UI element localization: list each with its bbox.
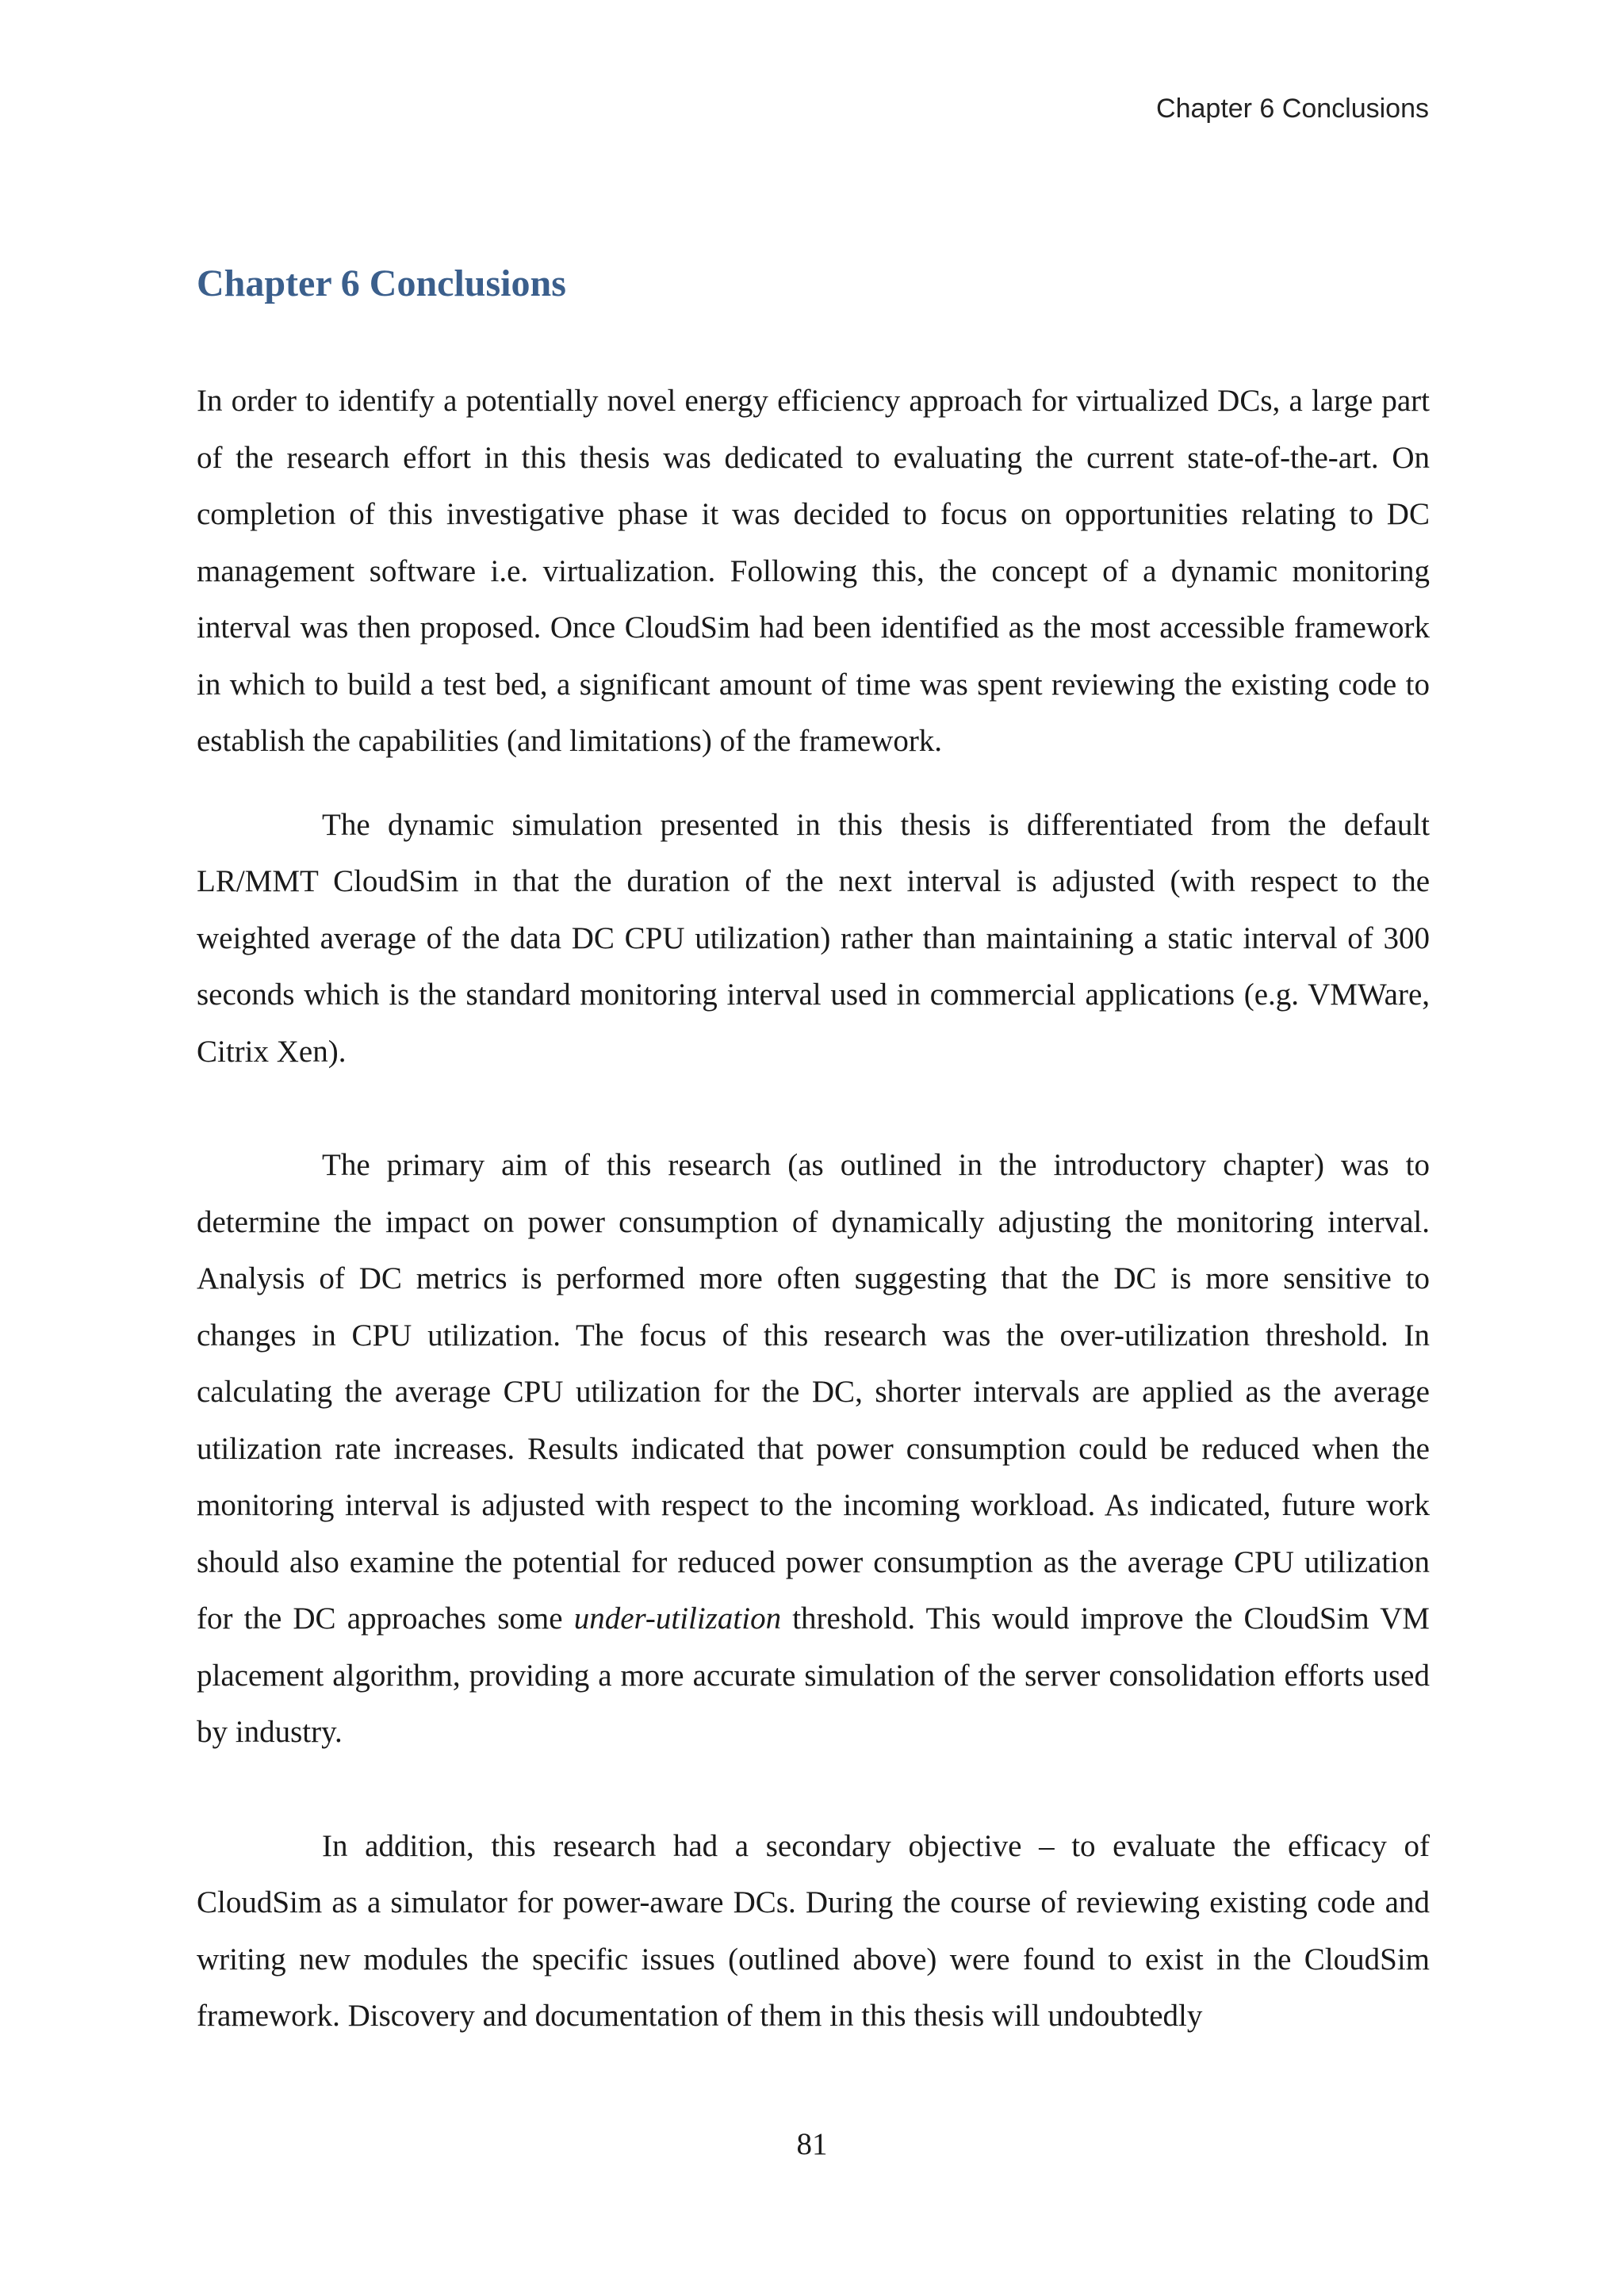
paragraph-introduction: In order to identify a potentially novel energy efficiency approach for virtualized DCs, a large part of the research effort in this thesis was dedicated to evaluating the current state-of-the-art. On completion of this investigative phase it was decided to focus on opportunities relating to DC management software i.e. virtualization. Following this, the concept of a dynamic monitoring interval was then proposed. Once CloudSim had been identified as the most accessible framework in which to build a test bed, a significant amount of time was spent reviewing the existing code to establish the capabilities (and limitations) of the framework.	[197, 384, 1430, 758]
italic-term: under-utilization	[573, 1601, 782, 1636]
body-text	[197, 373, 1430, 2045]
paragraph-primary-aim-text: The primary aim of this research (as outlined in the introductory chapter) was to determine the impact on power consumption of dynamically adjusting the monitoring interval. Analysis of DC metrics is performed more often suggesting that the DC is more sensitive to changes in CPU utilization. The focus of this research was the over-utilization threshold. In calculating the average CPU utilization for the DC, shorter intervals are applied as the average utilization rate increases. Results indicated that power consumption could be reduced when the monitoring interval is adjusted with respect to the incoming workload. As indicated, future work should also examine the potential for reduced power consumption as the average CPU utilization for the DC approaches some	[197, 1148, 1430, 1636]
paragraph-secondary-objective: In addition, this research had a secondary objective – to evaluate the efficacy of CloudSim as a simulator for power-aware DCs. During the course of reviewing existing code and writing new modules the specific issues (outlined above) were found to exist in the CloudSim framework. Discovery and documentation of them in this thesis will undoubtedly	[197, 1828, 1430, 2033]
page-number: 81	[796, 2127, 828, 2161]
running-header: Chapter 6 Conclusions	[1156, 94, 1429, 124]
paragraph-primary-aim-text-end: threshold. This would improve the CloudSim VM placement algorithm, providing a more accurate simulation of the server consolidation efforts used by industry.	[197, 1601, 1430, 1749]
paragraph-primary-aim	[197, 1137, 1430, 1761]
chapter-title: Chapter 6 Conclusions	[197, 262, 566, 304]
paragraph-dynamic-simulation: The dynamic simulation presented in this thesis is differentiated from the default LR/MMT CloudSim in that the duration of the next interval is adjusted (with respect to the weighted average of the data DC CPU utilization) rather than maintaining a static interval of 300 seconds which is the standard monitoring interval used in commercial applications (e.g. VMWare, Citrix Xen).	[197, 807, 1430, 1069]
